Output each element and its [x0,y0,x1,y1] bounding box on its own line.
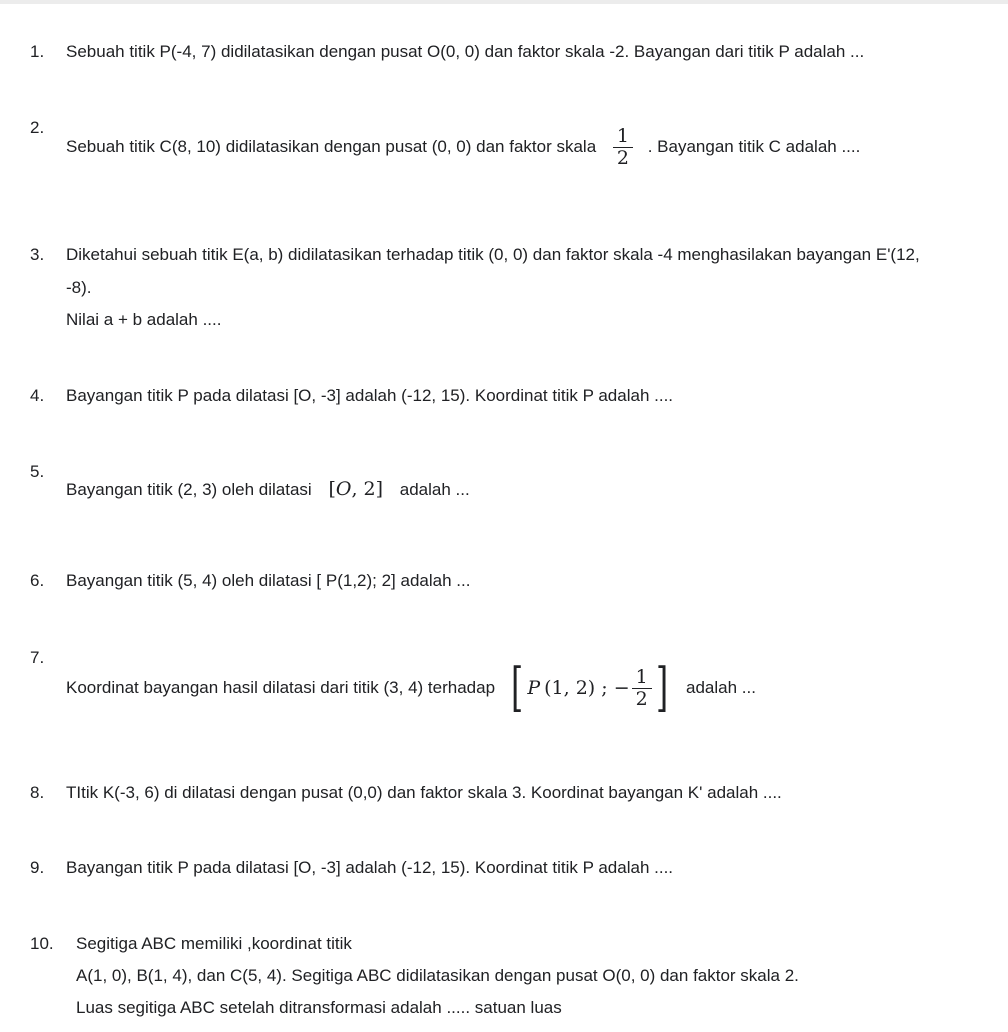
question-3-line-3: Nilai a + b adalah .... [66,310,222,329]
question-6-number: 6. [30,571,45,590]
question-10-line-1: Segitiga ABC memiliki ,koordinat titik [76,934,352,953]
question-2-number: 2. [30,118,45,137]
question-10-line-2: A(1, 0), B(1, 4), dan C(5, 4). Segitiga ABC didilatasikan dengan pusat O(0, 0) dan faktor skala 2. [76,966,799,985]
math-center-var: O [335,478,352,500]
question-7-number: 7. [30,648,45,667]
math-scale: , 2] [351,478,384,500]
question-1-text: Sebuah titik P(-4, 7) didilatasikan dengan pusat O(0, 0) dan faktor skala -2. Bayangan dari titik P adalah ... [66,42,865,61]
question-9-number: 9. [30,858,45,877]
question-7-body [66,650,756,726]
question-10-line-3: Luas segitiga ABC setelah ditransformasi adalah ..... satuan luas [76,998,562,1017]
question-6-text: Bayangan titik (5, 4) oleh dilatasi [ P(1,2); 2] adalah ... [66,571,471,590]
math-center-var: P [527,677,541,699]
big-close-bracket: ] [655,658,668,718]
question-5-text-before: Bayangan titik (2, 3) oleh dilatasi [66,480,312,499]
dilation-notation-7 [507,658,672,718]
question-4-text: Bayangan titik P pada dilatasi [O, -3] adalah (-12, 15). Koordinat titik P adalah .... [66,386,674,405]
question-3-line-2: -8). [66,278,92,297]
fraction-denominator: 2 [632,688,652,710]
question-5-body [66,478,470,500]
big-open-bracket: [ [511,658,524,718]
fraction-one-half [613,126,633,169]
math-open-bracket: [ [328,478,336,500]
question-7-text-after: adalah ... [686,678,756,697]
fraction-denominator: 2 [613,147,633,169]
fraction-numerator: 1 [635,665,648,688]
question-3-line-1: Diketahui sebuah titik E(a, b) didilatasikan terhadap titik (0, 0) dan faktor skala -4 menghasilakan bayangan E'(12, [66,245,920,264]
fraction-one-half [632,667,652,710]
question-7-text-before: Koordinat bayangan hasil dilatasi dari titik (3, 4) terhadap [66,678,496,697]
math-center-coords: (1, 2) ; − [544,677,630,699]
question-2-text-before: Sebuah titik C(8, 10) didilatasikan dengan pusat (0, 0) dan faktor skala [66,136,597,156]
question-1-number: 1. [30,42,45,61]
fraction-numerator: 1 [616,125,629,147]
question-2-text-after: . Bayangan titik C adalah .... [647,136,861,156]
question-8-text: TItik K(-3, 6) di dilatasi dengan pusat (0,0) dan faktor skala 3. Koordinat bayangan K' adalah .... [66,783,782,802]
question-5-text-after: adalah ... [399,480,470,499]
question-5-number: 5. [30,462,45,481]
top-divider [0,0,1008,4]
question-2-body [66,126,860,169]
question-8-number: 8. [30,783,45,802]
question-4-number: 4. [30,386,45,405]
dilation-notation [328,478,383,500]
question-3-number: 3. [30,245,45,264]
question-9-text: Bayangan titik P pada dilatasi [O, -3] adalah (-12, 15). Koordinat titik P adalah .... [66,858,674,877]
question-10-number: 10. [30,934,54,953]
